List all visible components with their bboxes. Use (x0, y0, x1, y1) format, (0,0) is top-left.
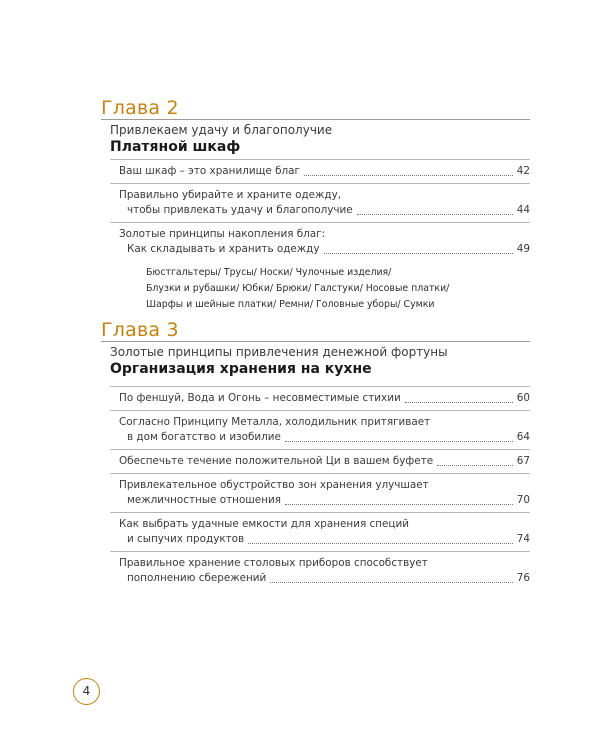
chapter-title: Организация хранения на кухне (110, 361, 372, 377)
toc-entry-text: пополнению сбережений (127, 572, 267, 584)
toc-page-number: 44 (516, 204, 530, 216)
toc-entry-text: Правильное хранение столовых приборов способствует (119, 557, 428, 569)
toc-entry[interactable] (110, 512, 530, 551)
toc-entry-text: Обеспечьте течение положительной Ци в вашем буфете (119, 455, 434, 467)
toc-entry[interactable] (110, 386, 530, 410)
toc-entry[interactable] (110, 183, 530, 222)
toc-leader-dots (248, 541, 513, 544)
toc-entry-text: Как выбрать удачные емкости для хранения специй (119, 518, 409, 530)
toc-subitem: Блузки и рубашки/ Юбки/ Брюки/ Галстуки/ Носовые платки/ (146, 283, 450, 294)
toc-sublist (119, 257, 530, 313)
toc-subitem: Бюстгальтеры/ Трусы/ Носки/ Чулочные изделия/ (146, 267, 392, 278)
toc-entry-text: чтобы привлекать удачу и благополучие (127, 204, 353, 216)
toc-entry-text: межличностные отношения (127, 494, 281, 506)
toc-page-number: 64 (516, 431, 530, 443)
toc-entry[interactable] (110, 449, 530, 473)
chapter-rule (101, 341, 530, 342)
toc-page-number: 70 (516, 494, 530, 506)
toc-entry-text: и сыпучих продуктов (127, 533, 245, 545)
page-number-badge: 4 (73, 678, 100, 705)
chapter-label: Глава 2 (101, 97, 179, 119)
chapter-header (0, 97, 600, 119)
toc-leader-dots (437, 463, 513, 466)
toc-leader-dots (324, 251, 513, 254)
toc-entry[interactable] (110, 473, 530, 512)
toc-page-number: 42 (516, 165, 530, 177)
toc-leader-dots (285, 439, 513, 442)
toc-entry[interactable] (110, 159, 530, 183)
toc-entries (110, 159, 530, 317)
toc-leader-dots (405, 400, 513, 403)
chapter-3-section (0, 319, 600, 584)
toc-entry-text: в дом богатство и изобилие (127, 431, 281, 443)
chapter-title: Платяной шкаф (110, 139, 241, 155)
toc-leader-dots (357, 212, 513, 215)
toc-entry-text: Как складывать и хранить одежду (127, 243, 320, 255)
toc-entry[interactable] (110, 551, 530, 590)
toc-page-number: 74 (516, 533, 530, 545)
toc-entry[interactable] (110, 222, 530, 317)
chapter-label: Глава 3 (101, 319, 179, 341)
chapter-subtitle: Золотые принципы привлечения денежной фортуны (110, 345, 448, 359)
toc-entry-text: Ваш шкаф – это хранилище благ (119, 165, 300, 177)
toc-leader-dots (270, 580, 512, 583)
toc-entry[interactable] (110, 410, 530, 449)
chapter-2-section (0, 97, 600, 310)
toc-page-number: 67 (516, 455, 530, 467)
chapter-header (0, 319, 600, 341)
toc-page-number: 60 (516, 392, 530, 404)
chapter-rule (101, 119, 530, 120)
toc-entry-text: Привлекательное обустройство зон хранения улучшает (119, 479, 429, 491)
toc-entry-text: Золотые принципы накопления благ: (119, 228, 326, 240)
toc-entry-text: Согласно Принципу Металла, холодильник притягивает (119, 416, 431, 428)
toc-subitem: Шарфы и шейные платки/ Ремни/ Головные уборы/ Сумки (146, 299, 435, 310)
toc-leader-dots (304, 173, 513, 176)
toc-page-number: 49 (516, 243, 530, 255)
toc-page-number: 76 (516, 572, 530, 584)
toc-leader-dots (285, 502, 513, 505)
toc-entries (110, 386, 530, 590)
toc-entry-text: Правильно убирайте и храните одежду, (119, 189, 342, 201)
toc-entry-text: По феншуй, Вода и Огонь – несовместимые стихии (119, 392, 401, 404)
chapter-subtitle: Привлекаем удачу и благополучие (110, 123, 333, 137)
